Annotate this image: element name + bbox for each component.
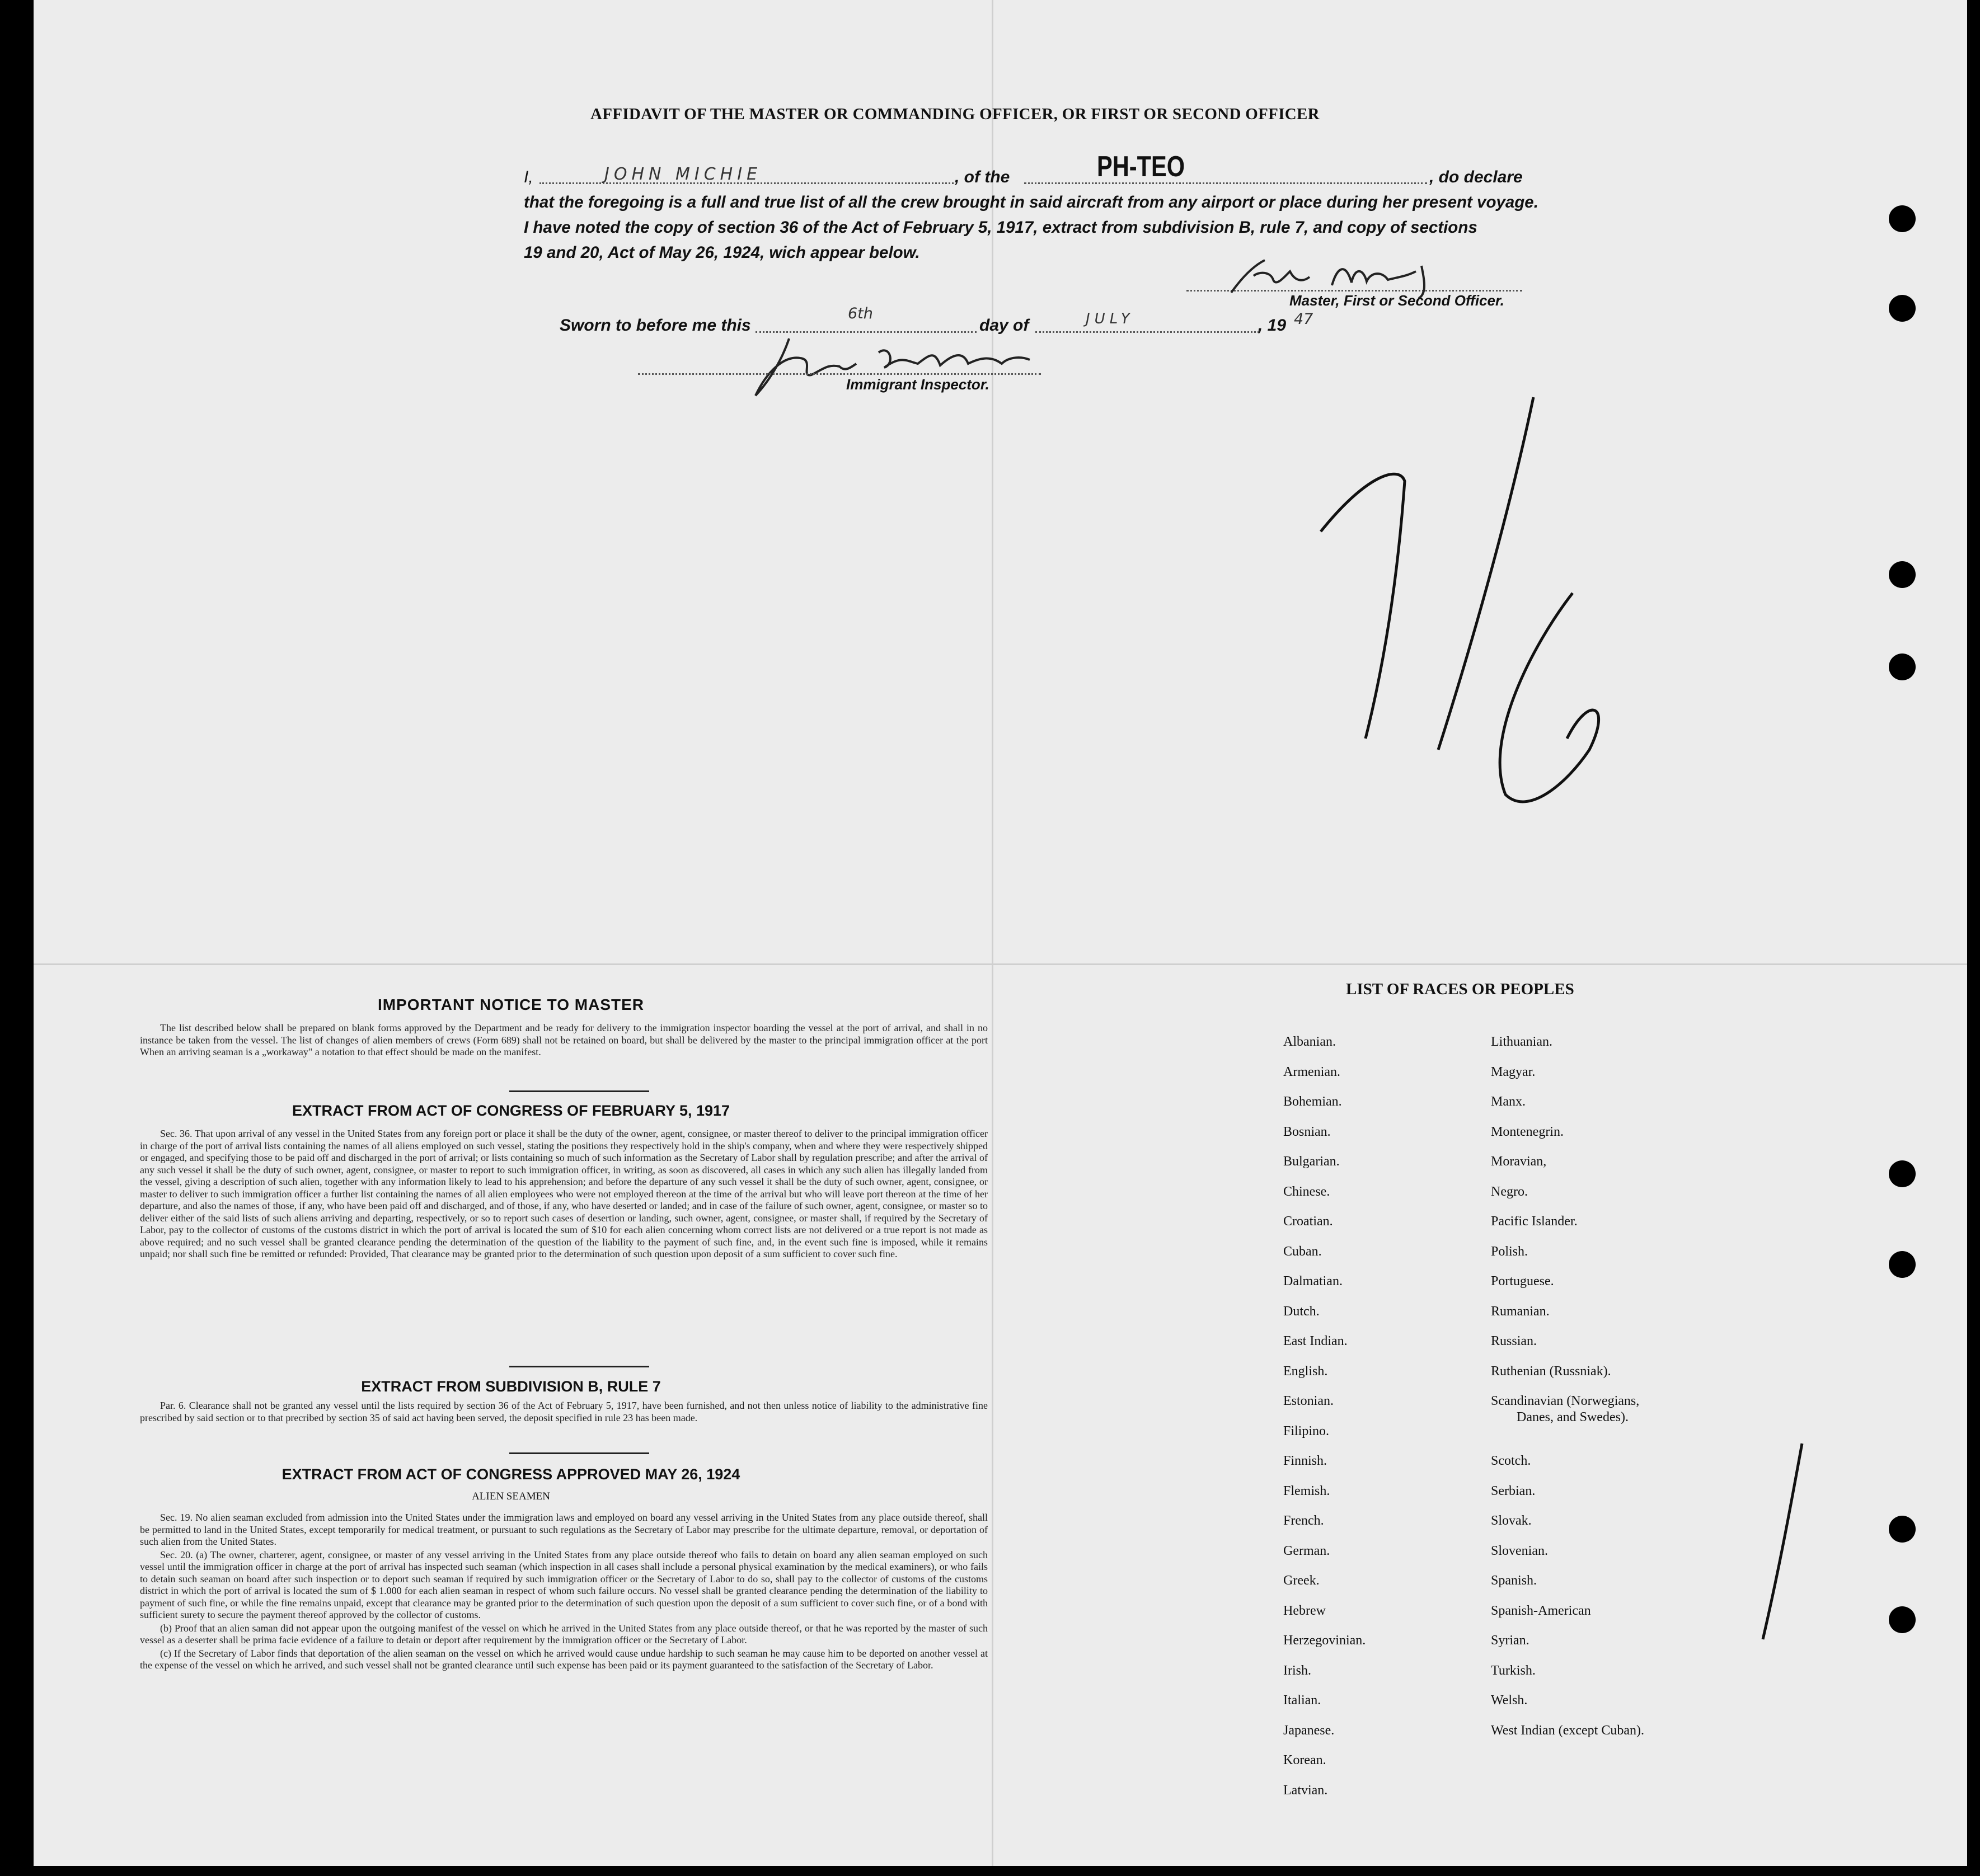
race-item: Pacific Islander. [1491, 1214, 1578, 1229]
races-column-2 [1491, 1027, 1644, 1746]
race-item: Bosnian. [1283, 1124, 1331, 1139]
document-page [34, 0, 1967, 1866]
handwritten-slash [1740, 1438, 1819, 1645]
race-item: Bulgarian. [1283, 1154, 1340, 1169]
race-item: West Indian (except Cuban). [1491, 1723, 1644, 1738]
race-item: Spanish. [1491, 1573, 1537, 1588]
race-item: Portuguese. [1491, 1274, 1554, 1289]
sec19-paragraph: Sec. 19. No alien seaman excluded from admission into the United States under the immigration laws and employed on board any vessel arriving in the United States from any place outside thereof, shall be permitted to land in the United States, except temporarily for medical treatment, or pursuant to such regulations as the Secretary of Labor may prescribe for the ultimate departure, removal, or deportation of such alien from the United States. [140, 1512, 988, 1547]
race-item: Scotch. [1491, 1454, 1531, 1468]
races-title: LIST OF RACES OR PEOPLES [1346, 980, 1574, 998]
horizontal-fold [34, 963, 1967, 965]
punch-hole [1889, 561, 1916, 588]
month-handwritten: JULY [1086, 311, 1134, 327]
punch-hole [1889, 1516, 1916, 1543]
year-handwritten: 47 [1294, 311, 1313, 328]
race-item: Hebrew [1283, 1603, 1326, 1618]
aircraft-line [1024, 182, 1427, 184]
sec20a-paragraph: Sec. 20. (a) The owner, charterer, agent, consignee, or master of any vessel arriving in the United States from any place outside thereof who fails to detain on board any alien seaman employed on such vessel until the immigration officer in charge at the port of arrival has inspected such seaman (which inspection in all cases shall include a personal physical examination by the medical examiners), or who fails to detain such seaman on board after such inspection or to deport such seaman if required by such immigration officer or the Secretary of Labor to do so, shall pay to the collector of customs of the customs district in which the port of arrival is located the sum of $ 1.000 for each alien seaman in respect of whom such failure occurs. No vessel shall be granted clearance pending the determination of the liability to payment of such fine, or while the fine remains unpaid, except that clearance may be granted prior to the determination of such question upon the deposit of a sum sufficient to cover such fine, or of a bond with sufficient surety to secure the payment thereof approved by the collector of customs. [140, 1549, 988, 1620]
race-item: Polish. [1491, 1244, 1528, 1259]
divider [509, 1452, 649, 1454]
race-item: Slovak. [1491, 1513, 1532, 1528]
race-item: Albanian. [1283, 1035, 1336, 1049]
race-item: Turkish. [1491, 1663, 1536, 1678]
race-item: Korean. [1283, 1753, 1326, 1767]
punch-hole [1889, 295, 1916, 322]
extract-rule7-text-block [140, 1400, 988, 1425]
race-item: Irish. [1283, 1663, 1311, 1678]
race-item: Syrian. [1491, 1633, 1529, 1648]
race-item: Magyar. [1491, 1064, 1536, 1079]
race-item: French. [1283, 1513, 1324, 1528]
race-item: Latvian. [1283, 1783, 1328, 1798]
inspector-signature [716, 333, 1052, 406]
race-item: Estonian. [1283, 1394, 1334, 1408]
race-item: Rumanian. [1491, 1304, 1550, 1319]
divider [509, 1090, 649, 1092]
punch-hole [1889, 653, 1916, 680]
race-item: Manx. [1491, 1094, 1526, 1109]
affidavit-line-2: that the foregoing is a full and true list of all the crew brought in said aircraft from any airport or place during her present voyage. [524, 193, 1538, 211]
race-item: Chinese. [1283, 1184, 1330, 1199]
race-item: Scandinavian (Norwegians, [1491, 1394, 1640, 1408]
race-item: Dutch. [1283, 1304, 1320, 1319]
master-name-handwritten: JOHN MICHIE [604, 164, 762, 184]
sworn-label: Sworn to before me this [560, 316, 751, 335]
handwritten-mark-7-6 [1298, 392, 1679, 817]
extract-1917-text-block [140, 1128, 988, 1262]
extract-rule7-paragraph: Par. 6. Clearance shall not be granted any vessel until the lists required by section 36 of the Act of February 5, 1917, have been furnished, and not then unless notice of liability to the administrative fine prescribed by said section or to that precribed by section 35 of said act having been served, the deposit specified in rule 23 has been made. [140, 1400, 988, 1423]
race-item: Ruthenian (Russniak). [1491, 1363, 1611, 1379]
affidavit-line-4: 19 and 20, Act of May 26, 1924, wich appear below. [524, 243, 920, 262]
sec20c-paragraph: (c) If the Secretary of Labor finds that deportation of the alien seaman on the vessel on which he arrived would cause undue hardship to such seaman he may cause him to be deported on another vessel at the expense of the vessel on which he arrived, and such vessel shall not be granted clearance until such expense has been paid or its payment guaranteed to the satisfaction of the Secretary of Labor. [140, 1647, 988, 1671]
race-item: Danes, and Swedes). [1517, 1410, 1629, 1424]
year-prefix: , 19 [1258, 316, 1287, 335]
race-item: Armenian. [1283, 1064, 1340, 1079]
do-declare-label: , do declare [1429, 168, 1523, 186]
i-label: I, [524, 168, 533, 186]
race-item: Cuban. [1283, 1244, 1322, 1259]
inspector-signature-line [638, 373, 1041, 375]
race-item: English. [1283, 1363, 1328, 1379]
race-item: Dalmatian. [1283, 1274, 1343, 1289]
divider [509, 1366, 649, 1367]
alien-seamen-subtitle: ALIEN SEAMEN [472, 1491, 550, 1502]
notice-title: IMPORTANT NOTICE TO MASTER [377, 996, 645, 1013]
race-item: Japanese. [1283, 1723, 1335, 1738]
punch-hole [1889, 1251, 1916, 1278]
extract-1917-paragraph: Sec. 36. That upon arrival of any vessel in the United States from any foreign port or place it shall be the duty of the owner, agent, consignee, or master thereof to deliver to the principal immigration officer in charge of the port of arrival lists containing the names of all aliens employed on such vessel, stating the positions they respectively hold in the ship's company, when and where they were respectively shipped or engaged, and specifying those to be paid off and discharged in the port of arrival; or lists containing so much of such information as the Secretary of Labor shall by regulation prescribe; and after the arrival of any such vessel it shall be the duty of such owner, agent, consignee, or master to report to such immigration officer, in writing, as soon as discovered, all cases in which any such alien has illegally landed from the vessel, giving a description of such alien, together with any information likely to lead to his apprehension; and before the departure of any such vessel it shall be the duty of such owner, agent, consignee, or master to deliver to such immigration officer a further list containing the names of all alien employees who were not employed thereon at the time of the arrival but who will leave port thereon at the time of her departure, and also the names of those, if any, who have been paid off and discharged, and of those, if any, who have deserted or landed; and in case of the failure of such owner, agent, consignee, or master so to deliver either of the said lists of such aliens arriving and departing, respectively, or so to report such cases of desertion or landing, such owner, agent, consignee, or master shall, if required by the Secretary of Labor, pay to the collector of customs of the customs district in which the port of arrival is located the sum of $10 for each alien concerning whom correct lists are not delivered or a true report is not made as above required; and no such vessel shall be granted clearance pending the determination of the question of the liability to the payment of such fine, and, in the event such fine is imposed, while it remains unpaid; nor shall such fine be remitted or refunded: Provided, That clearance may be granted prior to the determination of such question upon deposit of a sum sufficient to cover such fine. [140, 1128, 988, 1259]
aircraft-registration: PH-TEO [1097, 151, 1185, 183]
race-item: Moravian, [1491, 1154, 1547, 1169]
race-item: Slovenian. [1491, 1543, 1548, 1558]
race-item: Filipino. [1283, 1423, 1330, 1438]
extract-1924-text-block [140, 1512, 988, 1673]
extract-1924-title: EXTRACT FROM ACT OF CONGRESS APPROVED MAY 26, 1924 [281, 1466, 740, 1483]
inspector-caption: Immigrant Inspector. [846, 376, 989, 393]
extract-rule7-title: EXTRACT FROM SUBDIVISION B, RULE 7 [361, 1378, 661, 1395]
sec20b-paragraph: (b) Proof that an alien saman did not appear upon the outgoing manifest of the vessel on which he arrived in the United States from any place outside thereof, or that he was reported by the master of such vessel as a deserter shall be prima facie evidence of a failure to detain or deport after requirement by the immigration officer or the Secretary of Labor. [140, 1622, 988, 1645]
master-caption: Master, First or Second Officer. [1289, 292, 1504, 309]
races-column-1 [1283, 1027, 1366, 1806]
notice-text-block [140, 1022, 988, 1060]
race-item: Spanish-American [1491, 1603, 1591, 1618]
race-item: Welsh. [1491, 1693, 1528, 1708]
race-item: Finnish. [1283, 1454, 1327, 1468]
affidavit-title: AFFIDAVIT OF THE MASTER OR COMMANDING OFFICER, OR FIRST OR SECOND OFFICER [590, 105, 1320, 123]
race-item: Greek. [1283, 1573, 1320, 1588]
race-item: Negro. [1491, 1184, 1528, 1199]
day-handwritten: 6th [848, 305, 873, 322]
extract-1917-title: EXTRACT FROM ACT OF CONGRESS OF FEBRUARY 5, 1917 [292, 1102, 730, 1119]
race-item: German. [1283, 1543, 1330, 1558]
race-item: Italian. [1283, 1693, 1321, 1708]
race-item: Croatian. [1283, 1214, 1333, 1229]
day-of-label: day of [979, 316, 1029, 335]
race-item: Lithuanian. [1491, 1035, 1552, 1049]
month-line [1035, 331, 1259, 333]
punch-hole [1889, 1160, 1916, 1187]
race-item: Serbian. [1491, 1483, 1536, 1498]
race-item: Flemish. [1283, 1483, 1330, 1498]
of-the-label: , of the [955, 168, 1010, 186]
notice-paragraph: The list described below shall be prepared on blank forms approved by the Department and be ready for delivery to the immigration inspector boarding the vessel at the port of arrival, and shall in no instance be taken from the vessel. The list of changes of alien members of crews (Form 689) shall not be retained on board, but shall be delivered by the master to the principal immigration officer at the port When an arriving seaman is a „workaway" a notation to that effect should be made on the manifest. [140, 1022, 988, 1057]
punch-hole [1889, 1606, 1916, 1633]
race-item: Montenegrin. [1491, 1124, 1564, 1139]
race-item: Herzegovinian. [1283, 1633, 1366, 1648]
affidavit-line-3: I have noted the copy of section 36 of the Act of February 5, 1917, extract from subdivision B, rule 7, and copy of sections [524, 218, 1477, 237]
race-item: East Indian. [1283, 1334, 1348, 1348]
race-item: Russian. [1491, 1334, 1537, 1348]
race-item: Bohemian. [1283, 1094, 1342, 1109]
punch-hole [1889, 205, 1916, 232]
vertical-fold [992, 0, 993, 1866]
